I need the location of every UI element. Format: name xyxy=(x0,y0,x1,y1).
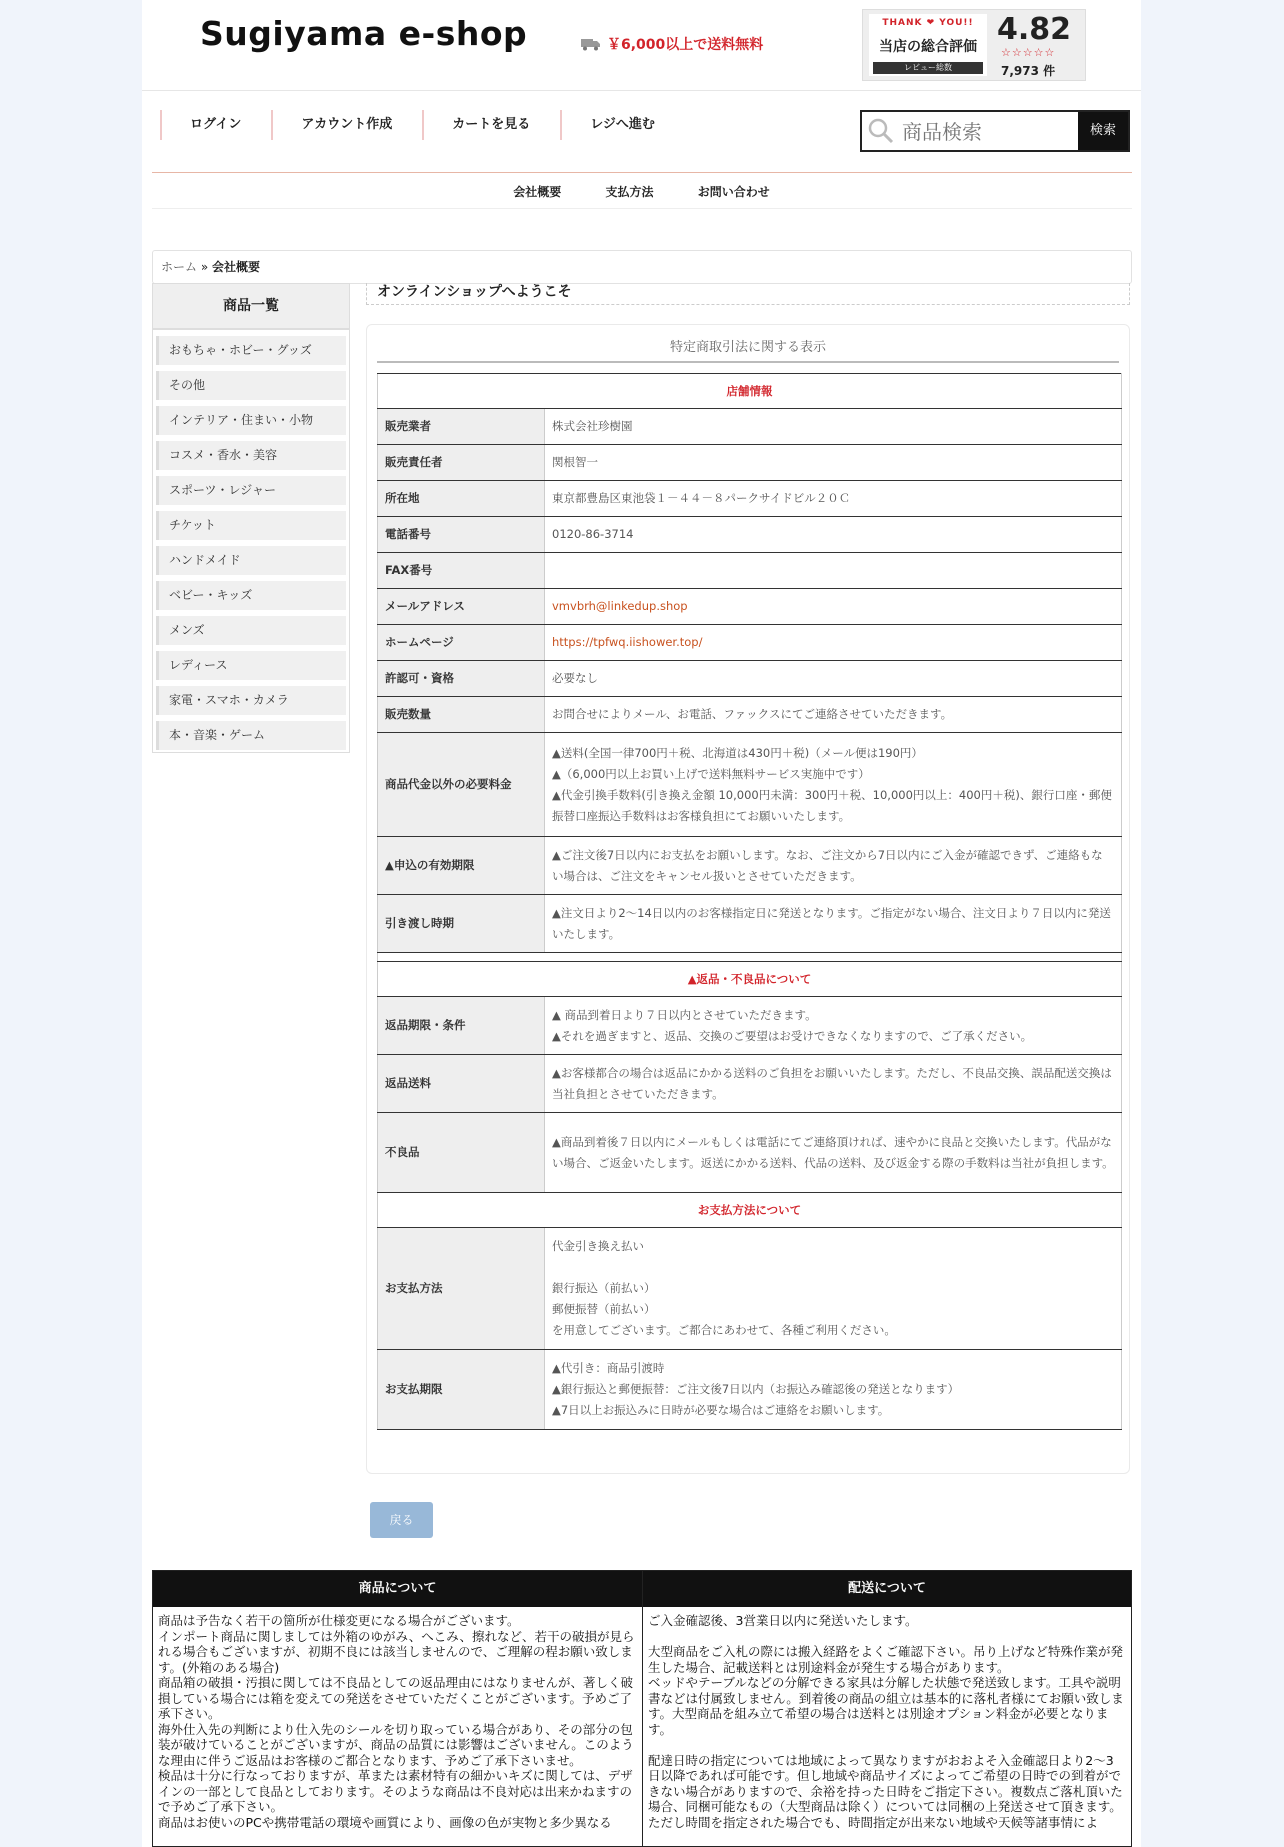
sub-nav xyxy=(142,183,1141,200)
sidebar-item-electronics[interactable]: 家電・スマホ・カメラ xyxy=(156,686,346,715)
search-icon xyxy=(868,118,894,144)
row-key: FAX番号 xyxy=(378,553,545,589)
breadcrumb xyxy=(152,250,1132,284)
subnav-payment[interactable]: 支払方法 xyxy=(605,185,654,199)
rating-score: 4.82 xyxy=(997,12,1072,47)
fee-line: ▲代金引換手数料(引き換え金額 10,000円未満：300円＋税、10,000円以上：400円＋税)、銀行口座・郵便振替口座振込手数料はお客様負担にてお願いいたします。 xyxy=(552,787,1112,823)
table-row xyxy=(378,1055,1122,1113)
row-value xyxy=(545,625,1122,661)
footer-shipping-column xyxy=(642,1571,1131,1846)
row-value: 必要なし xyxy=(545,661,1122,697)
sidebar-item-interior[interactable]: インテリア・住まい・小物 xyxy=(156,406,346,435)
sidebar-item-sports[interactable]: スポーツ・レジャー xyxy=(156,476,346,505)
table-row xyxy=(378,625,1122,661)
deadline-line: ▲代引き：商品引渡時 xyxy=(552,1361,665,1375)
category-sidebar xyxy=(152,283,350,753)
sidebar-item-cosmetics[interactable]: コスメ・香水・美容 xyxy=(156,441,346,470)
site-logo[interactable]: Sugiyama e-shop xyxy=(200,14,528,53)
shipping-note-text: ￥6,000以上で送料無料 xyxy=(607,37,764,53)
row-key: お支払期限 xyxy=(378,1350,545,1430)
fee-line: ▲（6,000円以上お買い上げで送料無料サービス実施中です） xyxy=(552,766,870,781)
row-key: お支払方法 xyxy=(378,1228,545,1350)
row-key: 不良品 xyxy=(378,1113,545,1193)
nav-login[interactable]: ログイン xyxy=(160,110,271,140)
back-button[interactable]: 戻る xyxy=(370,1502,433,1538)
breadcrumb-home[interactable]: ホーム xyxy=(161,260,198,274)
row-value: お問合せによりメール、お電話、ファックスにてご連絡させていただきます。 xyxy=(545,697,1122,733)
deadline-line: ▲7日以上お振込みに日時が必要な場合はご連絡をお願いします。 xyxy=(552,1403,890,1417)
row-value: 0120-86-3714 xyxy=(545,517,1122,553)
section-returns: ▲返品・不良品について xyxy=(378,962,1122,997)
homepage-link[interactable]: https://tpfwq.iishower.top/ xyxy=(552,635,703,649)
return-line: ▲ 商品到着日より７日以内とさせていただきます。 xyxy=(552,1007,817,1022)
payment-line: 銀行振込（前払い） xyxy=(552,1281,656,1295)
table-row xyxy=(378,953,1122,962)
fee-line: ▲送料(全国一律700円＋税、北海道は430円＋税)（メール便は190円） xyxy=(552,745,923,760)
footer-shipping-text: ご入金確認後、3営業日以内に発送いたします。 大型商品をご入札の際には搬入経路をよくご確認下さい。吊り上げなど特殊作業が発生した場合、記載送料とは別途料金が発生する場合があります。 ベッドやテーブルなどの分解できる家具は分解した状態で発送致します。工具や説明書などは付属致しません。到着後の商品の組立は基本的に落札者様にてお願い致します。大型商品を組み立て希望の場合は送料とは別途オプション料金が必要となります。 配達日時の指定については地域によって異なりますがおおよそ入金確認日より2～3日以降であれば可能です。但し地域や商品サイズによってご希望の日時での到着ができない場合がありますので、余裕を持った日時をご指定下さい。複数点ご落札頂いた場合、同梱可能なもの（大型商品は除く）については同梱の上発送させて頂きます。 ただし時間を指定された場合でも、時間指定が出来ない地域や天候等諸事情によ xyxy=(648,1613,1124,1830)
section-store-info: 店舗情報 xyxy=(378,374,1122,409)
search-form xyxy=(860,110,1130,152)
footer-products-column xyxy=(153,1571,642,1846)
header-divider xyxy=(142,90,1141,91)
search-input[interactable] xyxy=(900,116,1084,148)
row-key: メールアドレス xyxy=(378,589,545,625)
card-title: 特定商取引法に関する表示 xyxy=(377,337,1119,363)
footer-products-text: 商品は予告なく若干の箇所が仕様変更になる場合がございます。 インポート商品に関しましては外箱のゆがみ、へこみ、擦れなど、若干の破損が見られる場合もございますが、初期不良には該当しませんので、ご理解の程お願い致します。(外箱のある場合) 商品箱の破損・汚損に関しては不良品としての返品理由にはなりませんが、著しく破損している場合には箱を変えての発送をさせていただくことがございます。予めご了承下さい。 海外仕入先の判断により仕入先のシールを切り取っている場合があり、その部分の包装が破けていることがございますが、商品の品質には影響はございません。このような理由に伴うご返品はお客様のご都合となります、予めご了承下さいませ。 検品は十分に行なっておりますが、革または素材特有の細かいキズに関しては、デザインの一部として良品としております。そのような商品は不良対応は出来かねますので予めご了承下さい。 商品はお使いのPCや携帯電話の環境や画質により、画像の色が実物と多少異なる xyxy=(158,1613,635,1830)
deadline-line: ▲銀行振込と郵便振替：ご注文後7日以内（お振込み確認後の発送となります） xyxy=(552,1382,960,1396)
main-nav xyxy=(160,110,685,140)
shipping-note xyxy=(581,34,763,54)
table-row xyxy=(378,481,1122,517)
table-row xyxy=(378,1193,1122,1228)
review-count-badge: レビュー総数 xyxy=(873,62,983,74)
row-value xyxy=(545,733,1122,837)
payment-line: 代金引き換え払い xyxy=(552,1239,644,1253)
row-key: ホームページ xyxy=(378,625,545,661)
rating-label: 当店の総合評価 xyxy=(879,39,977,55)
table-row xyxy=(378,895,1122,953)
sidebar-item-tickets[interactable]: チケット xyxy=(156,511,346,540)
table-row xyxy=(378,661,1122,697)
row-value: 株式会社珍樹園 xyxy=(545,409,1122,445)
row-value: ▲商品到着後７日以内にメールもしくは電話にてご連絡頂ければ、速やかに良品と交換いたします。代品がない場合、ご返金いたします。返送にかかる送料、代品の送料、及び返金する際の手数料は当社が負担します。 xyxy=(545,1113,1122,1193)
review-count: 7,973 件 xyxy=(1001,64,1056,78)
sidebar-item-other[interactable]: その他 xyxy=(156,371,346,400)
sidebar-item-mens[interactable]: メンズ xyxy=(156,616,346,645)
table-row xyxy=(378,517,1122,553)
nav-divider xyxy=(152,172,1132,173)
truck-icon xyxy=(581,37,601,51)
row-value xyxy=(545,997,1122,1055)
row-value xyxy=(545,1350,1122,1430)
breadcrumb-separator: » xyxy=(200,260,209,274)
search-box xyxy=(862,112,1078,150)
row-key: 販売責任者 xyxy=(378,445,545,481)
table-row xyxy=(378,374,1122,409)
payment-line: 郵便振替（前払い） xyxy=(552,1302,656,1316)
nav-create-account[interactable]: アカウント作成 xyxy=(271,110,422,140)
table-row xyxy=(378,445,1122,481)
row-key: 返品期限・条件 xyxy=(378,997,545,1055)
rating-panel xyxy=(869,14,987,76)
breadcrumb-current: 会社概要 xyxy=(212,260,261,274)
footer-shipping-title: 配送について xyxy=(643,1571,1131,1607)
table-row xyxy=(378,409,1122,445)
table-row xyxy=(378,997,1122,1055)
sidebar-item-books-music-games[interactable]: 本・音楽・ゲーム xyxy=(156,721,346,750)
footer-products-title: 商品について xyxy=(153,1571,642,1607)
legal-notice-card xyxy=(366,324,1130,1474)
row-value xyxy=(545,553,1122,589)
legal-info-table xyxy=(377,373,1122,1430)
footer-info-table xyxy=(152,1570,1132,1847)
sidebar-heading: 商品一覧 xyxy=(153,284,349,330)
row-key: 許認可・資格 xyxy=(378,661,545,697)
nav-view-cart[interactable]: カートを見る xyxy=(422,110,560,140)
row-value: 東京都豊島区東池袋１－４４－８パークサイドビル２０Ｃ xyxy=(545,481,1122,517)
row-key: 引き渡し時期 xyxy=(378,895,545,953)
welcome-heading: オンラインショップへようこそ xyxy=(366,283,1130,305)
table-row xyxy=(378,553,1122,589)
rating-stars-icon: ☆☆☆☆☆ xyxy=(1001,46,1056,59)
table-row xyxy=(378,589,1122,625)
row-key: 販売数量 xyxy=(378,697,545,733)
row-value: ▲注文日より2～14日以内のお客様指定日に発送となります。ご指定がない場合、注文日より７日以内に発送いたします。 xyxy=(545,895,1122,953)
sidebar-item-handmade[interactable]: ハンドメイド xyxy=(156,546,346,575)
row-value: 関根智一 xyxy=(545,445,1122,481)
payment-line: を用意してございます。ご都合にあわせて、各種ご利用ください。 xyxy=(552,1323,896,1337)
subnav-divider xyxy=(152,208,1132,209)
thank-you-text: THANK ❤ YOU!! xyxy=(882,18,974,28)
email-link[interactable]: vmvbrh@linkedup.shop xyxy=(552,599,688,613)
row-key: ▲申込の有効期限 xyxy=(378,837,545,895)
nav-checkout[interactable]: レジへ進む xyxy=(560,110,685,140)
table-row xyxy=(378,837,1122,895)
section-payment: お支払方法について xyxy=(378,1193,1122,1228)
table-row xyxy=(378,697,1122,733)
sidebar-item-ladies[interactable]: レディース xyxy=(156,651,346,680)
row-key: 商品代金以外の必要料金 xyxy=(378,733,545,837)
row-value: ▲ご注文後7日以内にお支払をお願いします。なお、ご注文から7日以内にご入金が確認できず、ご連絡もない場合は、ご注文をキャンセル扱いとさせていただきます。 xyxy=(545,837,1122,895)
row-key: 販売業者 xyxy=(378,409,545,445)
row-key: 電話番号 xyxy=(378,517,545,553)
subnav-company[interactable]: 会社概要 xyxy=(513,185,562,199)
sidebar-item-toys[interactable]: おもちゃ・ホビー・グッズ xyxy=(156,336,346,365)
row-key: 所在地 xyxy=(378,481,545,517)
return-line: ▲それを過ぎますと、返品、交換のご要望はお受けできなくなりますので、ご了承ください。 xyxy=(552,1028,1033,1043)
spacer xyxy=(552,1257,1114,1278)
table-row xyxy=(378,733,1122,837)
table-row xyxy=(378,1228,1122,1350)
subnav-contact[interactable]: お問い合わせ xyxy=(697,185,770,199)
row-value xyxy=(545,1228,1122,1350)
page xyxy=(142,0,1141,1847)
search-button[interactable]: 検索 xyxy=(1078,112,1128,150)
row-value xyxy=(545,589,1122,625)
table-row xyxy=(378,1350,1122,1430)
table-row xyxy=(378,1113,1122,1193)
rating-widget[interactable] xyxy=(862,9,1086,81)
row-key: 返品送料 xyxy=(378,1055,545,1113)
table-row xyxy=(378,962,1122,997)
spacer xyxy=(378,953,1122,962)
sidebar-item-baby-kids[interactable]: ベビー・キッズ xyxy=(156,581,346,610)
row-value: ▲お客様都合の場合は返品にかかる送料のご負担をお願いいたします。ただし、不良品交換、誤品配送交換は当社負担とさせていただきます。 xyxy=(545,1055,1122,1113)
